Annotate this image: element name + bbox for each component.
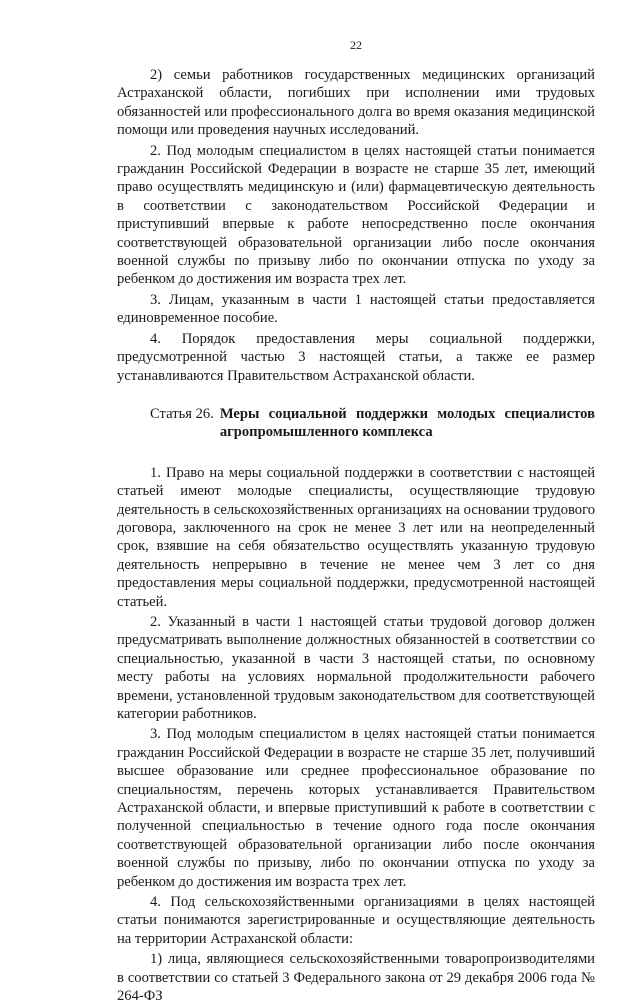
article-title-word: специалистов [504,405,595,422]
paragraph: 2. Под молодым специалистом в целях настоящей статьи понимается гражданин Российской Федерации в возрасте не старше 35 лет, имеющий право осуществлять медицинскую и (или) фармацевтическую деятельность в соответствии с законодательством Российской Федерации и приступивший впервые к работе непосредственно после окончания соответствующей образовательной организации либо после окончания военной службы по призыву либо по окончании отпуска по уходу за ребенком до достижения им возраста трех лет. [117,142,595,288]
article-title-word: социальной [268,405,347,422]
article-number: Статья 26. [150,405,214,422]
document-page [117,38,595,1008]
article-heading [117,405,595,442]
paragraph: 1. Право на меры социальной поддержки в соответствии с настоящей статьей имеют молодые специалисты, осуществляющие трудовую деятельность в сельскохозяйственных организациях на основании трудового договора, заключенного на срок не менее 3 лет или на неопределенный срок, взявшие на себя обязательство осуществлять указанную трудовую деятельность непрерывно в течение не менее чем 3 лет со дня предоставления меры социальной поддержки, предусмотренной настоящей статьей. [117,464,595,610]
paragraph: 4. Под сельскохозяйственными организациями в целях настоящей статьи понимаются зарегистрированные и осуществляющие деятельность на территории Астраханской области: [117,894,595,947]
paragraph: 3. Под молодым специалистом в целях настоящей статьи понимается гражданин Российской Федерации в возрасте не старше 35 лет, получивший высшее образование или среднее профессиональное образование по специальностям, перечень которых устанавливается Правительством Астраханской области, и впервые приступивший к работе в соответствии с полученной специальностью в течение одного года после окончания соответствующей образовательной организации либо после окончания военной службы по призыву, либо по окончании отпуска по уходу за ребенком до достижения им возраста трех лет. [117,726,595,890]
paragraph: 3. Лицам, указанным в части 1 настоящей статьи предоставляется единовременное пособие. [117,291,595,327]
article-title [220,405,595,442]
page-number: 22 [350,38,362,52]
paragraph: 4. Порядок предоставления меры социальной поддержки, предусмотренной частью 3 настоящей статьи, а также ее размер устанавливаются Правительством Астраханской области. [117,330,595,384]
article-title-word: поддержки [355,405,429,422]
paragraph: 2) семьи работников государственных медицинских организаций Астраханской области, погибших при исполнении ими трудовых обязанностей или профессионального долга во время оказания медицинской помощи или проведения научных исследований. [117,67,595,139]
paragraph: 2. Указанный в части 1 настоящей статьи трудовой договор должен предусматривать выполнение должностных обязанностей в соответствии со специальностью, указанной в части 3 настоящей статьи, по основному месту работы на условиях нормальной продолжительности рабочего времени, установленной трудовым законодательством для соответствующей категории работников. [117,613,595,722]
article-title-line2: агропромышленного комплекса [219,424,433,441]
paragraph: 1) лица, являющиеся сельскохозяйственными товаропроизводителями в соответствии со статьей 3 Федерального закона от 29 декабря 2006 года № 264-ФЗ [117,951,595,1005]
article-title-word: молодых [437,405,496,422]
article-title-word: Меры [219,405,260,422]
